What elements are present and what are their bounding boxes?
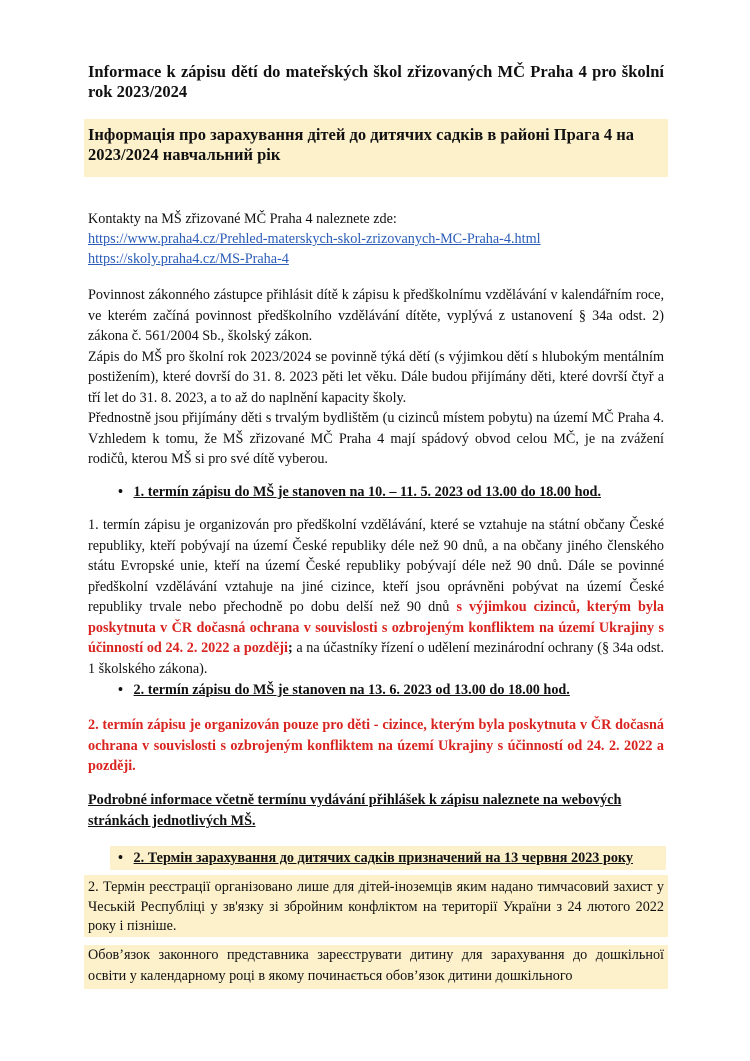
link-praha4-overview[interactable]: https://www.praha4.cz/Prehled-materskych-skol-zrizovanych-MC-Praha-4.html (88, 231, 541, 247)
term1-semicolon: ; (287, 640, 293, 656)
intro-paragraph-priority: Přednostně jsou přijímány děti s trvalým bydlištěm (u cizinců místem pobytu) na území MČ Praha 4. Vzhledem k tomu, že MŠ zřizované MČ Praha 4 mají spádový obvod celou MČ, je na zvážení rodičů, kterou MŠ si pro své dítě vyberou. (88, 410, 664, 467)
title-ukrainian: Інформація про зарахування дітей до дитячих садків в районі Прага 4 на 2023/2024 навчальний рік (88, 125, 635, 164)
bullet-icon: • (118, 484, 123, 500)
intro-block (88, 285, 664, 470)
details-note: Podrobné informace včetně termínu vydávání přihlášek k zápisu naleznete na webových stránkách jednotlivých MŠ. (88, 792, 622, 829)
ua-term-heading: 2. Термін зарахування до дитячих садків призначений на 13 червня 2023 року (133, 850, 633, 866)
term2-heading: 2. termín zápisu do MŠ je stanoven na 13. 6. 2023 od 13.00 do 18.00 hod. (133, 682, 570, 698)
bullet-icon: • (118, 850, 123, 866)
ua-obligation-paragraph: Обов’язок законного представника зареєструвати дитину для зарахування до дошкільної освіти у календарному році в якому починається обов’язок дитини дошкільного (88, 947, 664, 984)
title-czech: Informace k zápisu dětí do mateřských škol zřizovaných MČ Praha 4 pro školní rok 2023/2024 (88, 62, 664, 101)
ua-term-heading-item (118, 848, 633, 868)
term1-text-b: a na účastníky řízení o udělení mezinárodní ochrany (§ 34a odst. 1 školského zákona). (88, 640, 664, 677)
intro-paragraph-obligation: Povinnost zákonného zástupce přihlásit dítě k zápisu k předškolnímu vzdělávání v kalendářním roce, ve kterém začíná povinnost předškolního vzdělávání dítěte, vyplývá z ustanovení § 34a odst. 2) zákona č. 561/2004 Sb., školský zákon. (88, 287, 664, 344)
term2-heading-item (118, 680, 570, 700)
link-skoly-praha4[interactable]: https://skoly.praha4.cz/MS-Praha-4 (88, 251, 289, 267)
term1-text-a: 1. termín zápisu je organizován pro předškolní vzdělávání, které se vztahuje na státní občany České republiky, kteří pobývají na území České republiky déle než 90 dnů, a na občany jiného členského státu Evropské unie, kteří na území České republiky pobývají déle než 90 dnů. Dále se povinné předškolní vzdělávání vztahuje na jiné cizince, kteří jsou oprávněni pobývat na území České republiky trvale nebo přechodně po dobu delší než 90 dnů (88, 517, 664, 615)
term1-exception-text: s výjimkou cizinců, kterým byla poskytnuta v ČR dočasná ochrana v souvislosti s ozbrojeným konfliktem na území Ukrajiny s účinností od 24. 2. 2022 a později (88, 599, 665, 656)
term1-heading: 1. termín zápisu do MŠ je stanoven na 10. – 11. 5. 2023 od 13.00 do 18.00 hod. (133, 484, 601, 500)
contacts-block (88, 209, 664, 269)
ua-term-paragraph: 2. Термін реєстрації організовано лише для дітей-іноземців яким надано тимчасовий захист у Чеській Республіці у зв'язку зі збройним конфліктом на території України з 24 лютого 2022 року і пізніше. (88, 879, 664, 934)
bullet-icon: • (118, 682, 123, 698)
contacts-intro: Kontakty na MŠ zřizované MČ Praha 4 naleznete zde: (88, 211, 397, 227)
term1-paragraph (88, 515, 664, 679)
intro-paragraph-enrollment: Zápis do MŠ pro školní rok 2023/2024 se povinně týká dětí (s výjimkou dětí s hlubokým mentálním postižením), které dovrší do 31. 8. 2023 pěti let věku. Dále budou přijímány děti, které dovrší čtyř a tří let do 31. 8. 2023, a to až do naplnění kapacity školy. (88, 348, 664, 406)
term2-paragraph: 2. termín zápisu je organizován pouze pro děti - cizince, kterým byla poskytnuta v ČR dočasná ochrana v souvislosti s ozbrojeným konfliktem na území Ukrajiny s účinností od 24. 2. 2022 a později. (88, 717, 664, 774)
term1-heading-item (118, 482, 601, 502)
